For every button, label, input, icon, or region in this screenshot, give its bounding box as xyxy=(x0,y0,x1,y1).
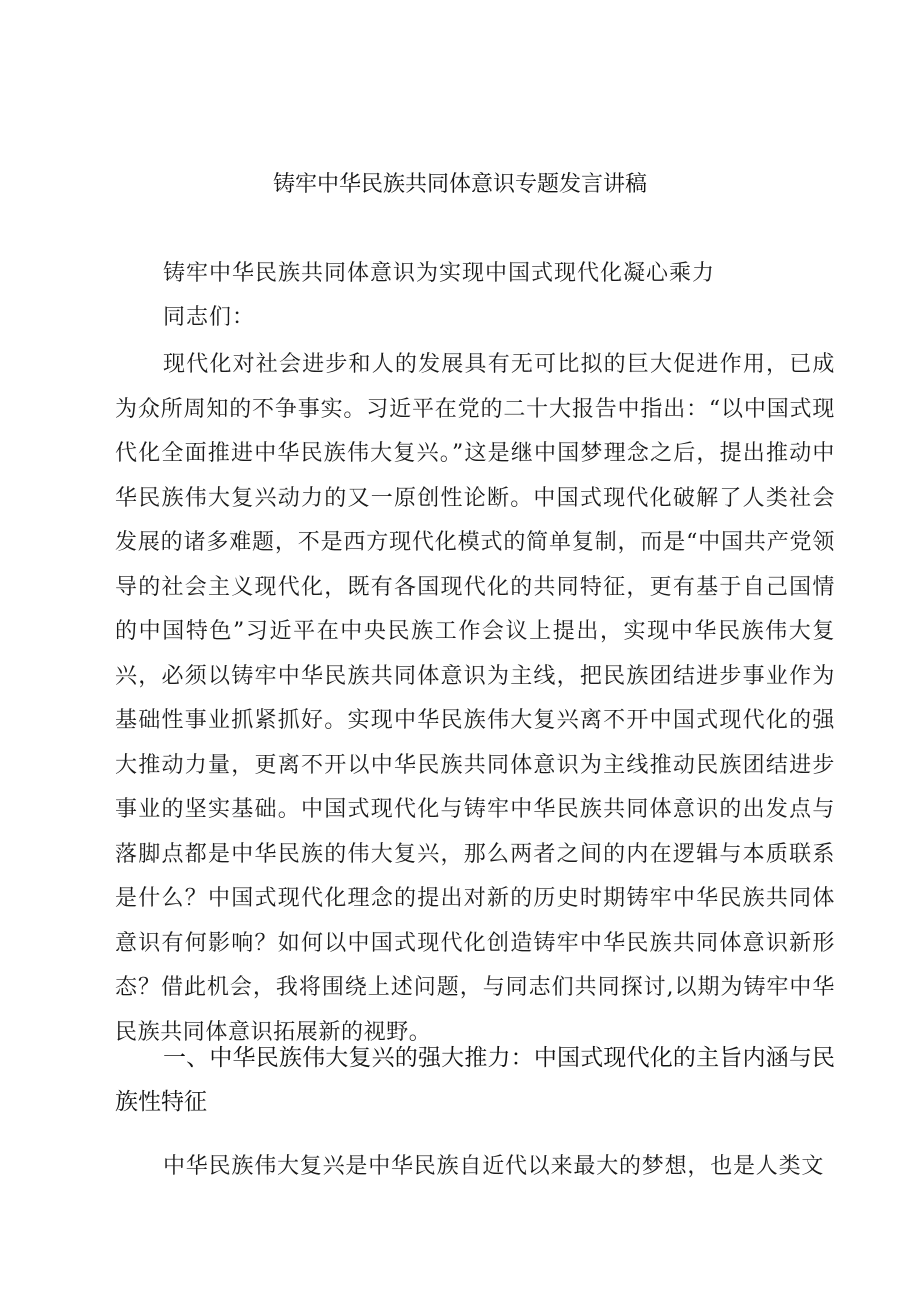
section-heading: 一、中华民族伟大复兴的强大推力：中国式现代化的主旨内涵与民族性特征 xyxy=(115,1045,835,1115)
body-paragraph: 现代化对社会进步和人的发展具有无可比拟的巨大促进作用，已成为众所周知的不争事实。习近平在党的二十大报告中指出：“以中国式现代化全面推进中华民族伟大复兴。”这是继中国梦理念之后，提出推动中华民族伟大复兴动力的又一原创性论断。中国式现代化破解了人类社会发展的诸多难题，不是西方现代化模式的简单复制，而是“中国共产党领导的社会主义现代化，既有各国现代化的共同特征，更有基于自己国情的中国特色”习近平在中央民族工作会议上提出，实现中华民族伟大复兴，必须以铸牢中华民族共同体意识为主线，把民族团结进步事业作为基础性事业抓紧抓好。实现中华民族伟大复兴离不开中国式现代化的强大推动力量，更离不开以中华民族共同体意识为主线推动民族团结进步事业的坚实基础。中国式现代化与铸牢中华民族共同体意识的出发点与落脚点都是中华民族的伟大复兴，那么两者之间的内在逻辑与本质联系是什么？中国式现代化理念的提出对新的历史时期铸牢中华民族共同体意识有何影响？如何以中国式现代化创造铸牢中华民族共同体意识新形态？借此机会，我将围绕上述问题，与同志们共同探讨,以期为铸牢中华民族共同体意识拓展新的视野。 xyxy=(115,352,835,1045)
document-subtitle: 铸牢中华民族共同体意识为实现中国式现代化凝心乘力 xyxy=(163,261,716,286)
trailing-paragraph: 中华民族伟大复兴是中华民族自近代以来最大的梦想，也是人类文 xyxy=(163,1154,825,1179)
document-title: 铸牢中华民族共同体意识专题发言讲稿 xyxy=(272,172,647,197)
salutation: 同志们： xyxy=(163,305,256,330)
